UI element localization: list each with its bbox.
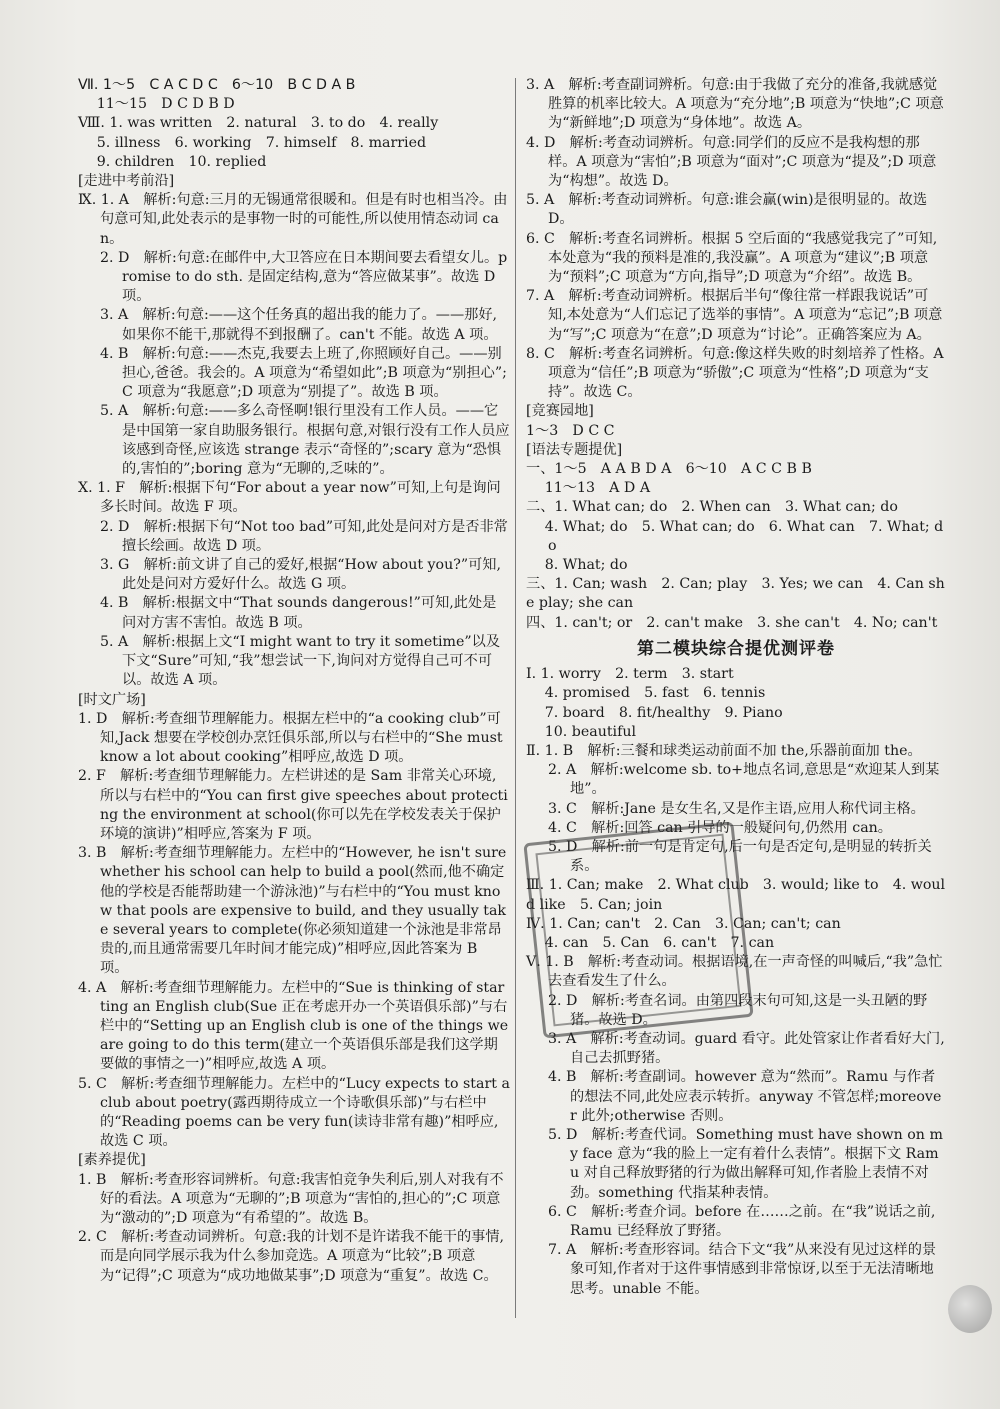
answer-line: 5. A 解析:考查动词辨析。句意:谁会赢(win)是很明显的。故选 D。 (526, 192, 928, 228)
answer-line: [时文广场] (78, 691, 146, 708)
answer-line: 3. A 解析:考查动词。guard 看守。此处管家让作者看好大门,自己去抓野猪。 (548, 1030, 945, 1067)
answer-line: 5. D 解析:前一句是肯定句,后一句是否定句,是明显的转折关系。 (548, 838, 932, 875)
answer-line: 11～15 D C D B D (78, 96, 235, 113)
answer-line: 四、1. can't; or 2. can't make 3. she can't 4. No; can't (526, 614, 938, 631)
section-title: 第二模块综合提优测评卷 (637, 638, 835, 659)
answer-line: 5. illness 6. working 7. himself 8. married (78, 134, 427, 151)
answer-line: Ⅷ. 1. was written 2. natural 3. to do 4. really (78, 115, 439, 132)
answer-line: 4. A 解析:考查细节理解能力。左栏中的“Sue is thinking of starting an English club(Sue 正在考虑开办一个英语俱乐部)”与右栏中的“Setting up an English club is one of the things we are going to do this term(建立一个英语俱乐部是我们这学期要做的事情之一)”相呼应,故选 A 项。 (78, 979, 509, 1073)
answer-line: 3. A 解析:考查副词辨析。句意:由于我做了充分的准备,我就感觉胜算的机率比较大。A 项意为“充分地”;B 项意为“快地”;C 项意为“新鲜地”;D 项意为“身体地”。故选 A。 (526, 77, 944, 132)
answer-line: 三、1. Can; wash 2. Can; play 3. Yes; we can 4. Can she play; she can (526, 576, 945, 612)
answer-line: 8. What; do (526, 557, 628, 574)
answer-line: 7. board 8. fit/healthy 9. Piano (526, 704, 783, 721)
answer-line: 7. A 解析:考查动词辨析。根据后半句“像往常一样跟我说话”可知,本处意为“人们忘记了选举的事情”。A 项意为“忘记”;B 项意为“写”;C 项意为“在意”;D 项意为“讨论”。正确答案应为 A。 (526, 288, 943, 343)
answer-line: 5. A 解析:句意:——多么奇怪啊!银行里没有工作人员。——它是中国第一家自助服务银行。根据句意,对银行没有工作人员应该感到奇怪,应该选 strange 表示“奇怪的”;scary 意为“恐惧的,害怕的”;boring 意为“无聊的,乏味的”。 (100, 403, 510, 478)
answer-line: 1～3 D C C (526, 422, 615, 439)
answer-line: [语法专题提优] (526, 441, 623, 458)
answer-line: 5. A 解析:根据上文“I might want to try it sometime”以及下文“Sure”可知,“我”想尝试一下,询问对方觉得自己可不可以。故选 A 项。 (100, 633, 501, 689)
answer-line: 4. can 5. Can 6. can't 7. can (526, 934, 775, 951)
left-column (78, 76, 510, 1286)
answer-line: 2. D 解析:句意:在邮件中,大卫答应在日本期间要去看望女儿。promise to do sth. 是固定结构,意为“答应做某事”。故选 D 项。 (100, 249, 508, 305)
answer-line: Ⅴ. 1. B 解析:考查动词。根据语境,在一声奇怪的叫喊后,“我”急忙去查看发生了什么。 (526, 954, 943, 990)
answer-line: 2. D 解析:考查名词。由第四段末句可知,这是一头丑陋的野猪。故选 D。 (548, 992, 928, 1028)
site-watermark (795, 1335, 995, 1405)
answer-line: 4. What; do 5. What can; do 6. What can 7. What; do (526, 518, 944, 554)
answer-line: 3. C 解析:Jane 是女生名,又是作主语,应用人称代词主格。 (548, 800, 925, 817)
answer-line: 1. B 解析:考查形容词辨析。句意:我害怕竞争失利后,别人对我有不好的看法。A 项意为“无聊的”;B 项意为“害怕的,担心的”;C 项意为“激动的”;D 项意为“有希望的”。故选 B。 (78, 1171, 504, 1226)
answer-line: 2. F 解析:考查细节理解能力。左栏讲述的是 Sam 非常关心环境,所以与右栏中的“You can first give speeches about protecting the environment at school(你可以先在学校发表关于保护环境的演讲)”相呼应,答案为 F 项。 (78, 768, 508, 842)
right-column (526, 76, 946, 1299)
answer-line: Ⅱ. 1. B 解析:三餐和球类运动前面不加 the,乐器前面加 the。 (526, 742, 922, 759)
answer-line: [素养提优] (78, 1152, 146, 1169)
answer-line: 5. C 解析:考查细节理解能力。左栏中的“Lucy expects to start a club about poetry(露西期待成立一个诗歌俱乐部)”与右栏中的“Reading poems can be very fun(读诗非常有趣)”相呼应,故选 C 项。 (78, 1075, 510, 1150)
answer-line: 9. children 10. replied (78, 153, 267, 170)
answer-line: [竞赛园地] (526, 403, 594, 420)
answer-line: 2. A 解析:welcome sb. to+地点名词,意思是“欢迎某人到某地”。 (548, 762, 940, 798)
answer-line: Ⅶ. 1～5 C A C D C 6～10 B C D A B (78, 77, 356, 93)
answer-line: 4. promised 5. fast 6. tennis (526, 685, 766, 702)
answer-line: 一、1～5 A A B D A 6～10 A C C B B (526, 461, 812, 478)
answer-line: 4. B 解析:句意:——杰克,我要去上班了,你照顾好自己。——别担心,爸爸。我会的。A 项意为“希望如此”;B 项意为“别担心”;C 项意为“我愿意”;D 项意为“别提了”。故选 B 项。 (100, 345, 507, 401)
answer-line: 2. D 解析:根据下句“Not too bad”可知,此处是问对方是否非常擅长绘画。故选 D 项。 (100, 518, 508, 554)
answer-line: 4. B 解析:根据文中“That sounds dangerous!”可知,此处是问对方害不害怕。故选 B 项。 (100, 595, 497, 631)
answer-line: [走进中考前沿] (78, 173, 175, 190)
answer-line: Ⅸ. 1. A 解析:句意:三月的无锡通常很暖和。但是有时也相当冷。由句意可知,此处表示的是事物一时的可能性,所以使用情态动词 can。 (78, 192, 508, 247)
answer-line: 10. beautiful (526, 723, 637, 740)
answer-line: Ⅳ. 1. Can; can't 2. Can 3. Can; can't; can (526, 915, 841, 932)
answer-line: 3. A 解析:句意:——这个任务真的超出我的能力了。——那好,如果你不能干,那就得不到报酬了。can't 不能。故选 A 项。 (100, 307, 498, 343)
answer-line: Ⅰ. 1. worry 2. term 3. start (526, 666, 734, 683)
answer-line: 6. C 解析:考查介词。before 在……之前。在“我”说话之前,Ramu 已经释放了野猪。 (548, 1203, 936, 1239)
answer-line: 8. C 解析:考查名词辨析。句意:像这样失败的时刻培养了性格。A 项意为“信任”;B 项意为“骄傲”;C 项意为“性格”;D 项意为“支持”。故选 C。 (526, 345, 944, 401)
answer-line: 4. B 解析:考查副词。however 意为“然而”。Ramu 与作者的想法不同,此处应表示转折。anyway 不管怎样;moreover 此外;otherwise 否则。 (548, 1069, 942, 1124)
answer-line: 3. G 解析:前文讲了自己的爱好,根据“How about you?”可知,此处是问对方爱好什么。故选 G 项。 (100, 557, 501, 593)
column-divider (515, 78, 516, 1318)
answer-line: 二、1. What can; do 2. When can 3. What can; do (526, 499, 898, 516)
answer-line: 1. D 解析:考查细节理解能力。根据左栏中的“a cooking club”可知,Jack 想要在学校创办烹饪俱乐部,所以与右栏中的“She must know a lot about cooking”相呼应,故选 D 项。 (78, 710, 503, 766)
answer-line: 6. C 解析:考查名词辨析。根据 5 空后面的“我感觉我完了”可知,本处意为“我的预料是准的,我没赢”。A 项意为“建议”;B 项意为“预料”;C 项意为“方向,指导”;D 项意为“介绍”。故选 B。 (526, 230, 938, 286)
answer-line: 7. A 解析:考查形容词。结合下文“我”从来没有见过这样的景象可知,作者对于这件事情感到非常惊讶,以至于无法清晰地思考。unable 不能。 (548, 1242, 937, 1297)
answer-line: 4. D 解析:考查动词辨析。句意:同学们的反应不是我构想的那样。A 项意为“害怕”;B 项意为“面对”;C 项意为“提及”;D 项意为“构想”。故选 D。 (526, 134, 937, 190)
answer-line: 11～13 A D A (526, 480, 651, 497)
answer-line: Ⅲ. 1. Can; make 2. What club 3. would; like to 4. would like 5. Can; join (526, 877, 946, 913)
answer-line: 3. B 解析:考查细节理解能力。左栏中的“However, he isn't sure whether his school can help to build a pool(然而,他不确定他的学校是否能帮助建一个游泳池)”与右栏中的“You must know that pools are expensive to build, and they usually take several years to complete(你必须知道建一个泳池是非常昂贵的,而且通常需要几年时间才能完成)”相呼应,因此答案为 B 项。 (78, 845, 507, 977)
answer-line: 5. D 解析:考查代词。Something must have shown on my face 意为“我的脸上一定有着什么表情”。根据下文 Ramu 对自己释放野猪的行为做出解释可知,作者脸上表情不对劲。something 代指某种表情。 (548, 1126, 943, 1201)
answer-line: 4. C 解析:回答 can 引导的一般疑问句,仍然用 can。 (548, 819, 892, 836)
answer-line: Ⅹ. 1. F 解析:根据下句“For about a year now”可知,上句是询问多长时间。故选 F 项。 (78, 480, 501, 516)
mascot-icon (948, 1285, 992, 1333)
answer-line: 2. C 解析:考查动词辨析。句意:我的计划不是许诺我不能干的事情,而是向同学展示我为什么参加竞选。A 项意为“比较”;B 项意为“记得”;C 项意为“成功地做某事”;D 项意为“重复”。故选 C。 (78, 1229, 505, 1284)
